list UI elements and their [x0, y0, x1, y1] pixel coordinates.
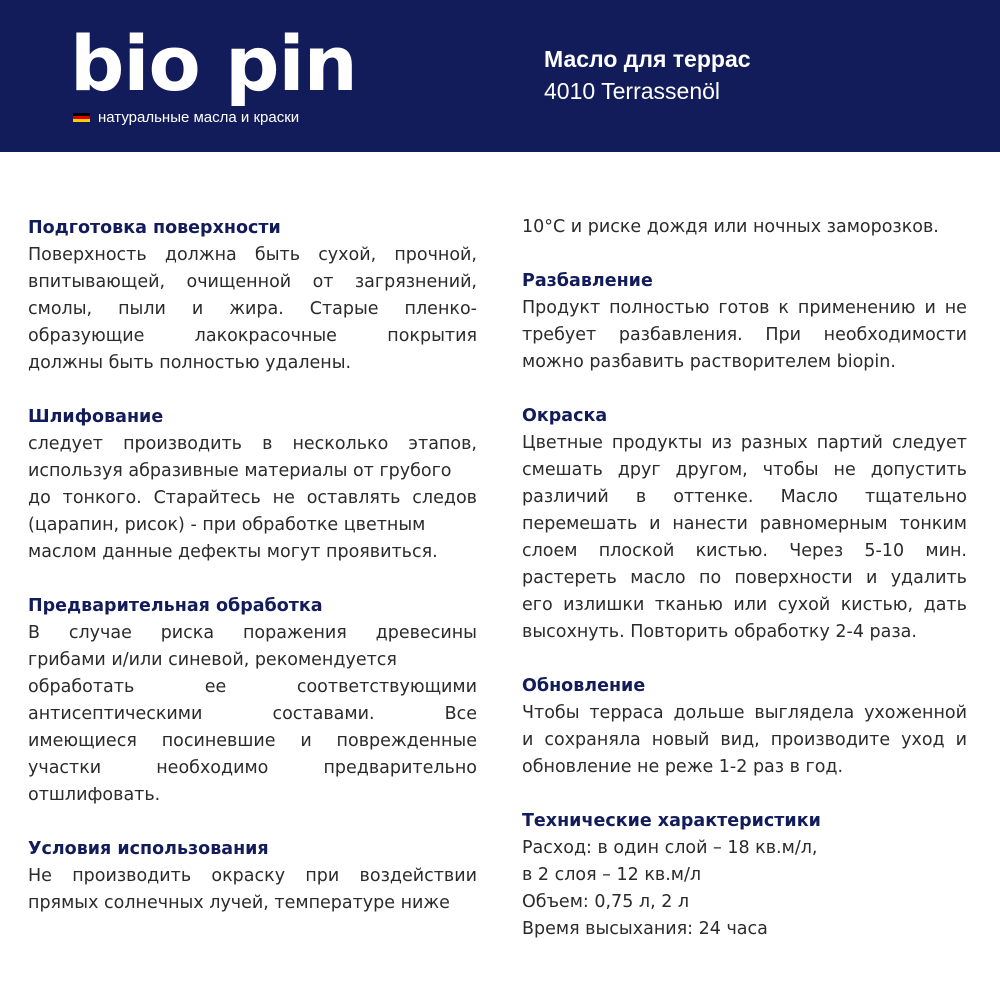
- section-painting: [522, 403, 967, 646]
- text-line: слоем плоской кистью. Через 5-10 мин.: [522, 541, 967, 561]
- section-body: [522, 430, 967, 646]
- text-line: используя абразивные материалы от грубого: [28, 461, 452, 481]
- section-heading: Шлифование: [28, 407, 164, 427]
- text-line: участки необходимо предварительно: [28, 758, 477, 778]
- text-line: В случае риска поражения древесины: [28, 623, 477, 643]
- section-body: [28, 863, 477, 917]
- text-line: высохнуть. Повторить обработку 2-4 раза.: [522, 622, 917, 642]
- text-line: Не производить окраску при воздействии: [28, 866, 477, 886]
- text-line: (царапин, рисок) - при обработке цветным: [28, 515, 426, 535]
- text-line: грибами и/или синевой, рекомендуется: [28, 650, 397, 670]
- section-heading: Разбавление: [522, 271, 653, 291]
- text-line: Поверхность должна быть сухой, прочной,: [28, 245, 477, 265]
- product-title: Масло для террас: [544, 46, 751, 72]
- spec-line: Время высыхания: 24 часа: [522, 919, 768, 939]
- section-conditions-continued: [522, 214, 967, 241]
- section-body: [28, 242, 477, 377]
- section-body: [522, 214, 967, 241]
- spec-line: Расход: в один слой – 18 кв.м/л,: [522, 838, 818, 858]
- text-line: обработать ее соответствующими: [28, 677, 477, 697]
- text-line: смолы, пыли и жира. Старые пленко-: [28, 299, 477, 319]
- text-line: его излишки тканью или сухой кистью, дать: [522, 595, 967, 615]
- text-line: следует производить в несколько этапов,: [28, 434, 477, 454]
- text-line: антисептическими составами. Все: [28, 704, 477, 724]
- section-renewal: [522, 673, 967, 781]
- text-line: должны быть полностью удалены.: [28, 353, 352, 373]
- text-line: можно разбавить растворителем biopin.: [522, 352, 896, 372]
- text-line: Чтобы терраса дольше выглядела ухоженной: [522, 703, 967, 723]
- left-column: [28, 215, 477, 944]
- section-body: [28, 431, 477, 566]
- header-banner: [0, 0, 1000, 152]
- product-subtitle: 4010 Terrassenöl: [544, 78, 721, 104]
- section-heading: Технические характеристики: [522, 811, 821, 831]
- section-body: [522, 835, 967, 943]
- section-body: [522, 700, 967, 781]
- section-conditions: [28, 836, 477, 917]
- text-line: образующие лакокрасочные покрытия: [28, 326, 477, 346]
- text-line: Цветные продукты из разных партий следует: [522, 433, 967, 453]
- section-specs: [522, 808, 967, 943]
- brand-tagline: натуральные масла и краски: [98, 109, 300, 126]
- text-line: Продукт полностью готов к применению и не: [522, 298, 967, 318]
- section-heading: Условия использования: [28, 839, 269, 859]
- text-line: 10°С и риске дождя или ночных заморозков.: [522, 217, 939, 237]
- section-heading: Предварительная обработка: [28, 596, 323, 616]
- text-line: растереть масло по поверхности и удалить: [522, 568, 967, 588]
- section-surface-prep: [28, 215, 477, 377]
- text-line: требует разбавления. При необходимости: [522, 325, 967, 345]
- german-flag-icon: [73, 113, 90, 123]
- text-line: впитывающей, очищенной от загрязнений,: [28, 272, 477, 292]
- text-line: отшлифовать.: [28, 785, 161, 805]
- text-line: маслом данные дефекты могут проявиться.: [28, 542, 438, 562]
- section-sanding: [28, 404, 477, 566]
- text-line: имеющиеся посиневшие и поврежденные: [28, 731, 477, 751]
- text-line: до тонкого. Старайтесь не оставлять следов: [28, 488, 477, 508]
- right-column: [522, 214, 967, 970]
- section-heading: Подготовка поверхности: [28, 218, 281, 238]
- text-line: обновление не реже 1-2 раз в год.: [522, 757, 844, 777]
- spec-line: в 2 слоя – 12 кв.м/л: [522, 865, 702, 885]
- section-body: [28, 620, 477, 809]
- text-line: различий в оттенке. Масло тщательно: [522, 487, 967, 507]
- spec-line: Объем: 0,75 л, 2 л: [522, 892, 690, 912]
- section-body: [522, 295, 967, 376]
- tagline-row: [73, 109, 299, 126]
- section-heading: Обновление: [522, 676, 646, 696]
- brand-logo: bio pin: [70, 19, 357, 108]
- section-dilution: [522, 268, 967, 376]
- text-line: и сохраняла новый вид, производите уход и: [522, 730, 967, 750]
- section-pretreatment: [28, 593, 477, 809]
- text-line: перемешать и нанести равномерным тонким: [522, 514, 967, 534]
- text-line: прямых солнечных лучей, температуре ниже: [28, 893, 450, 913]
- text-line: смешать друг другом, чтобы не допустить: [522, 460, 967, 480]
- section-heading: Окраска: [522, 406, 608, 426]
